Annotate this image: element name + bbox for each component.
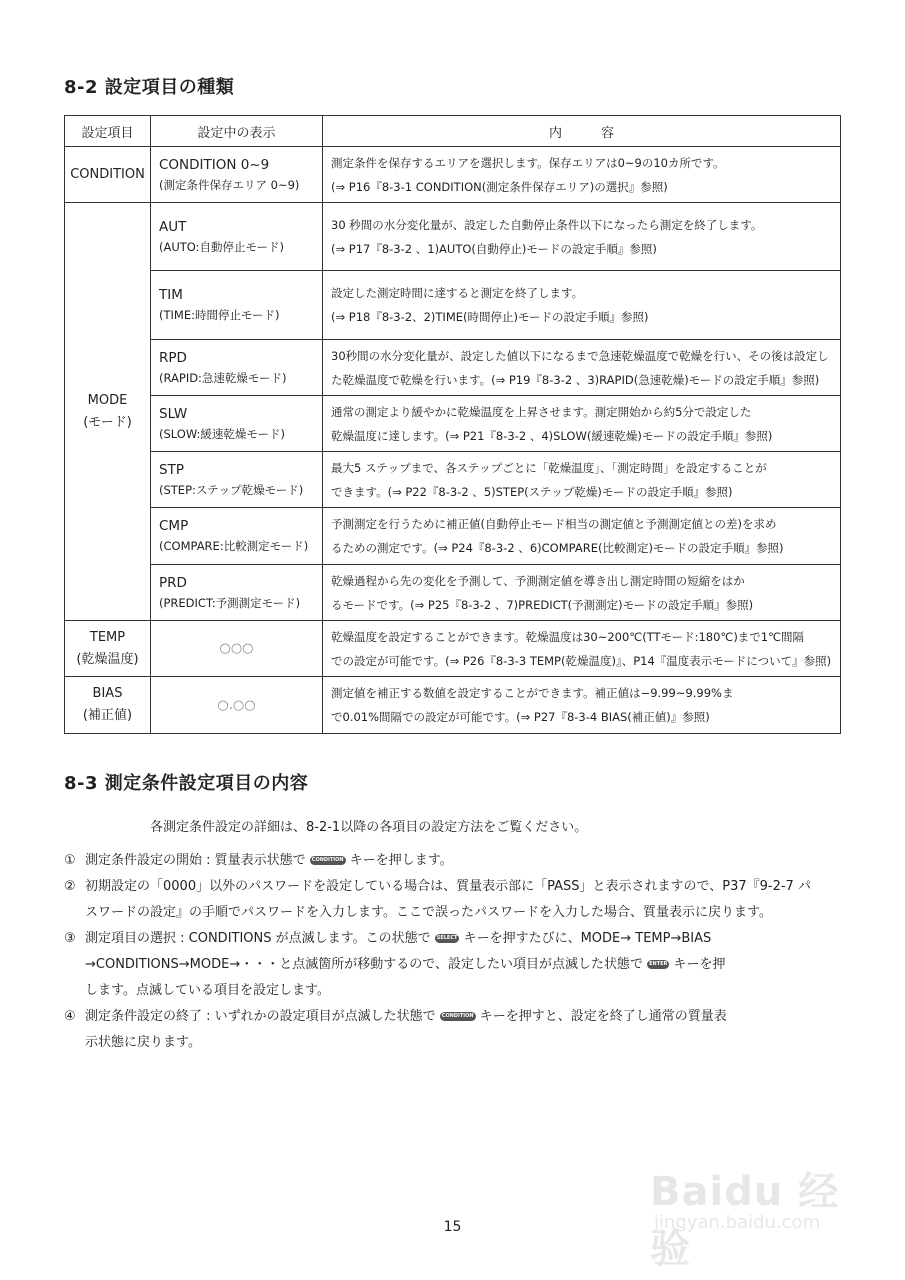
step-text: キーを押すと、設定を終了し通常の質量表 — [475, 1009, 727, 1024]
enter-key-icon: ENTER — [649, 961, 668, 967]
item-temp-sub: (乾燥温度) — [76, 651, 139, 667]
display-main: RPD — [159, 349, 187, 366]
condition-key-icon: CONDITION — [311, 857, 344, 863]
desc-line: 乾燥温度に達します。(⇒ P21『8-3-2 、4)SLOW(緩速乾燥)モードの設定手順』参照) — [331, 428, 773, 443]
desc-cmp — [323, 508, 841, 565]
step-text: →CONDITIONS→MODE→・・・と点滅箇所が移動するので、設定したい項目が点滅した状態で — [85, 957, 648, 972]
desc-slw — [323, 396, 841, 452]
display-slw — [151, 396, 323, 452]
step-text: 測定条件設定の終了 : いずれかの設定項目が点滅した状態で — [85, 1009, 440, 1024]
table-row-temp — [65, 621, 841, 677]
baidu-watermark — [640, 1150, 870, 1272]
desc-prd — [323, 565, 841, 621]
step-text: 初期設定の「0000」以外のパスワードを設定している場合は、質量表示部に「PASS」と表示されますので、P37『9-2-7 パ — [85, 879, 811, 894]
desc-line: 測定条件を保存するエリアを選択します。保存エリアは0~9の10カ所です。 — [331, 155, 725, 170]
item-mode-sub: (モード) — [83, 414, 132, 430]
table-row-mode-tim — [65, 271, 841, 340]
desc-condition — [323, 147, 841, 203]
display-main: PRD — [159, 574, 187, 591]
table-row-mode-stp — [65, 452, 841, 508]
desc-line: るモードです。(⇒ P25『8-3-2 、7)PREDICT(予測測定)モードの設定手順』参照) — [331, 597, 754, 612]
display-sub: (RAPID:急速乾燥モード) — [159, 370, 287, 385]
display-temp: ○○○ — [151, 621, 323, 677]
watermark-url: jingyan.baidu.com — [654, 1212, 821, 1233]
step-number: ④ — [64, 1009, 76, 1024]
desc-line: (⇒ P18『8-3-2、2)TIME(時間停止)モードの設定手順』参照) — [331, 310, 649, 324]
table-row-mode-rpd — [65, 340, 841, 396]
desc-line: 30秒間の水分変化量が、設定した値以下になるまで急速乾燥温度で乾燥を行い、その後は設定し — [331, 348, 829, 363]
table-row-mode-prd — [65, 565, 841, 621]
header-item: 設定項目 — [65, 116, 151, 147]
desc-line: るための測定です。(⇒ P24『8-3-2 、6)COMPARE(比較測定)モードの設定手順』参照) — [331, 541, 784, 555]
display-cmp — [151, 508, 323, 565]
header-content: 内 容 — [323, 116, 841, 147]
step-text: します。点滅している項目を設定します。 — [85, 983, 330, 998]
item-mode-name: MODE — [87, 392, 128, 408]
desc-line: (⇒ P17『8-3-2 、1)AUTO(自動停止)モードの設定手順』参照) — [331, 241, 657, 256]
desc-line: 設定した測定時間に達すると測定を終了します。 — [331, 286, 584, 300]
page-number: 15 — [443, 1219, 462, 1235]
display-prd — [151, 565, 323, 621]
desc-line: で0.01%間隔での設定が可能です。(⇒ P27『8-3-4 BIAS(補正値)』参照) — [331, 710, 710, 724]
step-3 — [64, 926, 854, 1004]
display-stp — [151, 452, 323, 508]
desc-line: できます。(⇒ P22『8-3-2 、5)STEP(ステップ乾燥)モードの設定手順』参照) — [331, 484, 733, 499]
step-2 — [64, 874, 854, 926]
desc-line: 最大5 ステップまで、各ステップごとに「乾燥温度」、「測定時間」を設定することが — [331, 460, 767, 475]
display-tim — [151, 271, 323, 340]
display-sub: (COMPARE:比較測定モード) — [159, 539, 309, 553]
step-text: キーを押します。 — [345, 853, 453, 868]
display-main: CMP — [159, 518, 189, 534]
item-bias — [65, 677, 151, 734]
step-text: 測定項目の選択 : CONDITIONS が点滅します。この状態で — [85, 931, 435, 946]
step-list — [64, 848, 854, 1056]
display-main: AUT — [159, 218, 187, 235]
condition-key-icon: CONDITION — [441, 1013, 474, 1019]
display-main: TIM — [159, 287, 183, 303]
display-sub: (TIME:時間停止モード) — [159, 308, 280, 322]
display-aut — [151, 203, 323, 271]
table-row-condition — [65, 147, 841, 203]
watermark-logo: Baidu 经验 — [650, 1169, 840, 1272]
table-row-mode-aut — [65, 203, 841, 271]
section-title-8-2: 8-2 設定項目の種類 — [64, 77, 235, 98]
table-row-mode-slw — [65, 396, 841, 452]
step-number: ③ — [64, 931, 76, 946]
display-sub: (測定条件保存エリア 0~9) — [159, 177, 300, 192]
step-text: キーを押すたびに、MODE→ TEMP→BIAS — [459, 931, 712, 946]
display-sub: (STEP:ステップ乾燥モード) — [159, 482, 304, 497]
display-sub: (AUTO:自動停止モード) — [159, 239, 285, 254]
table-header-row — [65, 116, 841, 147]
table-row-bias — [65, 677, 841, 734]
desc-tim — [323, 271, 841, 340]
display-sub: (SLOW:緩速乾燥モード) — [159, 426, 285, 441]
display-main: SLW — [159, 405, 188, 422]
desc-temp — [323, 621, 841, 677]
display-sub: (PREDICT:予測測定モード) — [159, 595, 301, 610]
step-text: キーを押 — [669, 957, 726, 972]
desc-line: 30 秒間の水分変化量が、設定した自動停止条件以下になったら測定を終了します。 — [331, 217, 763, 232]
desc-line: 乾燥温度を設定することができます。乾燥温度は30~200℃(TTモード:180℃)まで1℃間隔 — [331, 629, 805, 644]
desc-line: (⇒ P16『8-3-1 CONDITION(測定条件保存エリア)の選択』参照) — [331, 179, 668, 194]
item-bias-name: BIAS — [92, 686, 123, 701]
desc-line: 乾燥過程から先の変化を予測して、予測測定値を導き出し測定時間の短縮をはか — [331, 573, 745, 588]
step-number: ② — [64, 879, 76, 894]
item-temp — [65, 621, 151, 677]
header-display: 設定中の表示 — [151, 116, 323, 147]
table-row-mode-cmp — [65, 508, 841, 565]
step-1 — [64, 848, 854, 874]
desc-line: での設定が可能です。(⇒ P26『8-3-3 TEMP(乾燥温度)』、P14『温度表示モードについて』参照) — [331, 653, 832, 668]
step-text: スワードの設定』の手順でパスワードを入力します。ここで誤ったパスワードを入力した場合、質量表示に戻ります。 — [85, 905, 772, 920]
item-mode — [65, 203, 151, 621]
step-text: 示状態に戻ります。 — [85, 1035, 201, 1050]
desc-line: 予測測定を行うために補正値(自動停止モード相当の測定値と予測測定値との差)を求め — [331, 517, 777, 531]
item-condition: CONDITION — [65, 147, 151, 203]
step-number: ① — [64, 853, 76, 868]
desc-stp — [323, 452, 841, 508]
desc-line: 測定値を補正する数値を設定することができます。補正値は−9.99~9.99%ま — [331, 686, 734, 700]
display-main: STP — [159, 461, 184, 478]
display-rpd — [151, 340, 323, 396]
display-bias: ○.○○ — [151, 677, 323, 734]
display-main: CONDITION 0~9 — [159, 156, 270, 173]
step-4 — [64, 1004, 854, 1056]
display-condition — [151, 147, 323, 203]
desc-bias — [323, 677, 841, 734]
item-temp-name: TEMP — [89, 629, 126, 645]
select-key-icon: SELECT — [436, 935, 458, 941]
desc-aut — [323, 203, 841, 271]
desc-rpd — [323, 340, 841, 396]
section-intro: 各測定条件設定の詳細は、8-2-1以降の各項目の設定方法をご覧ください。 — [150, 820, 588, 835]
settings-table — [64, 115, 841, 734]
section-title-8-3: 8-3 測定条件設定項目の内容 — [64, 773, 309, 794]
desc-line: た乾燥温度で乾燥を行います。(⇒ P19『8-3-2 、3)RAPID(急速乾燥)モードの設定手順』参照) — [331, 372, 820, 387]
desc-line: 通常の測定より緩やかに乾燥温度を上昇させます。測定開始から約5分で設定した — [331, 404, 752, 419]
step-text: 測定条件設定の開始 : 質量表示状態で — [85, 853, 310, 868]
item-bias-sub: (補正値) — [82, 708, 133, 723]
